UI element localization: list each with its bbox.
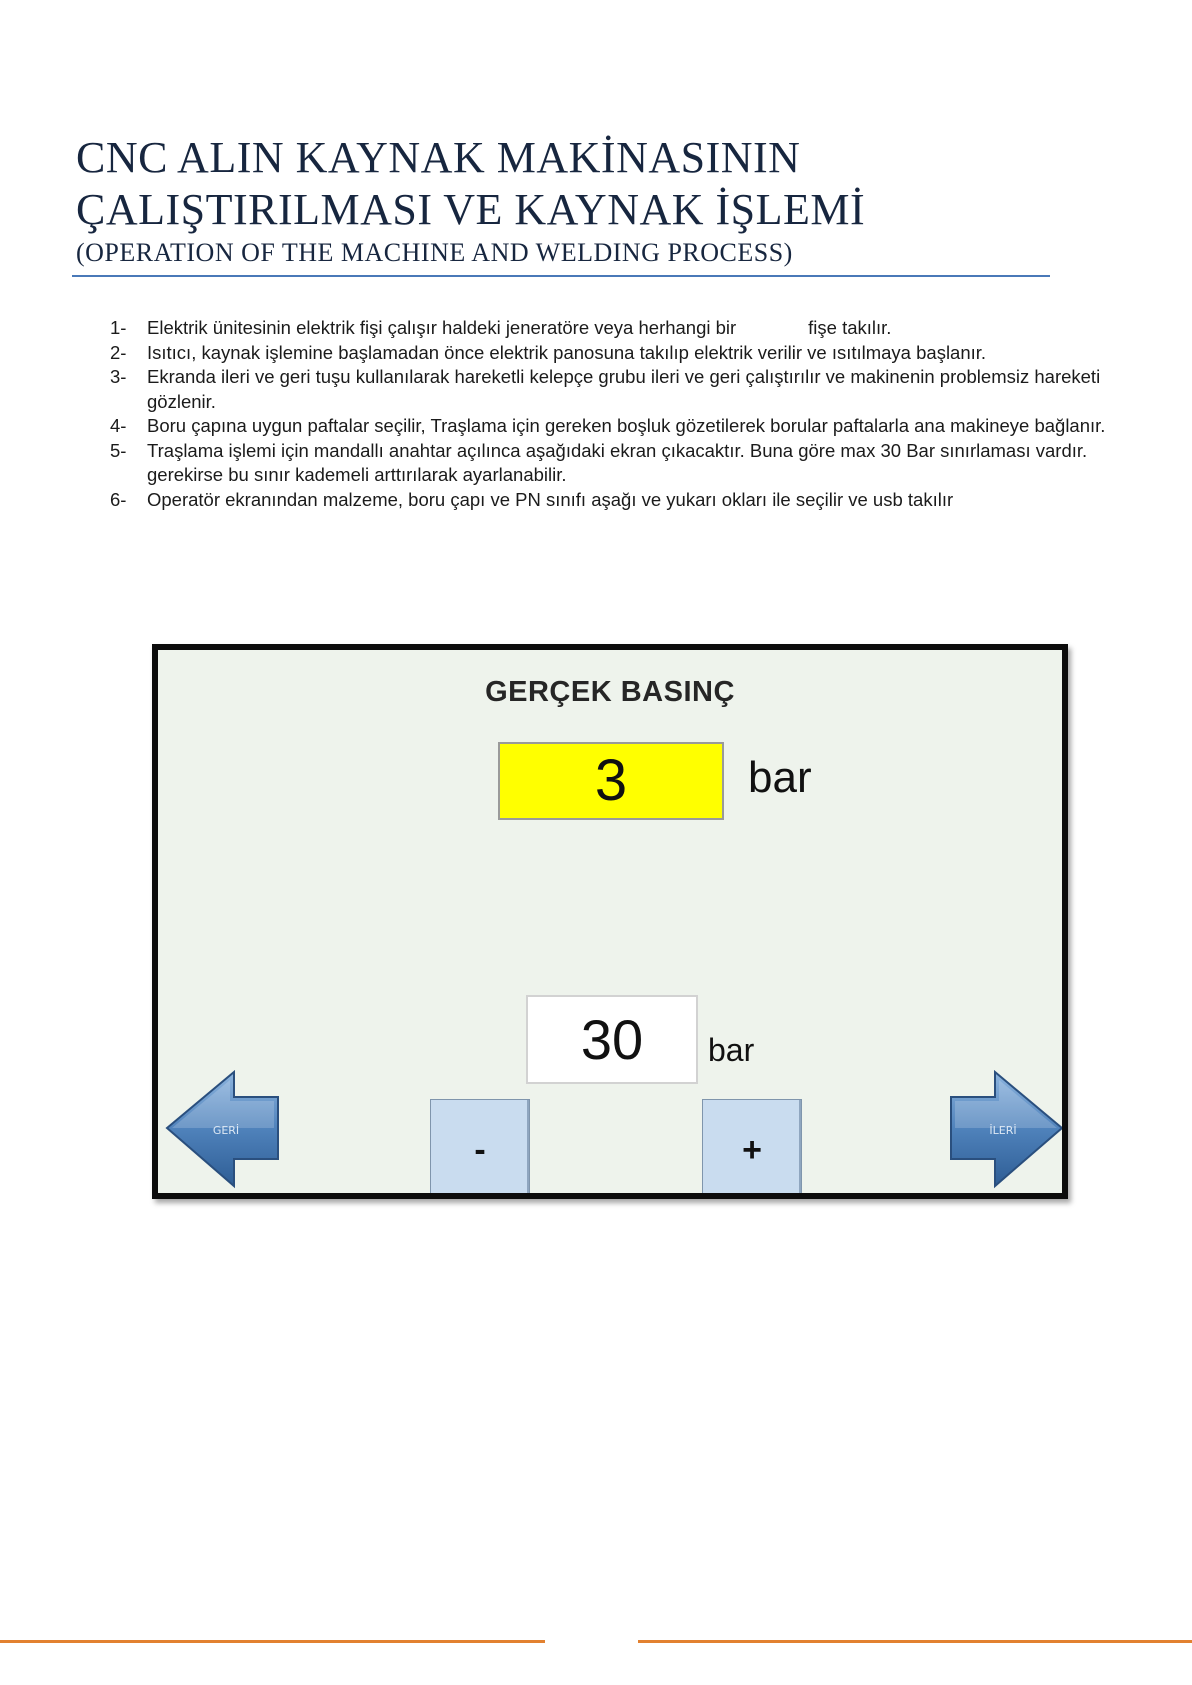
title-subtitle: (OPERATION OF THE MACHINE AND WELDING PROCESS) <box>76 238 793 267</box>
back-label: GERİ <box>212 1124 240 1137</box>
next-label: İLERİ <box>989 1124 1017 1137</box>
document-title <box>76 132 1056 270</box>
footer-rule-right <box>638 1640 1192 1643</box>
title-divider <box>72 275 1050 277</box>
step-number: 2- <box>110 341 127 363</box>
step-text: Elektrik ünitesinin elektrik fişi çalışır haldeki jeneratöre veya herhangi bir fişe takılır. <box>147 317 892 338</box>
step-text: Boru çapına uygun paftalar seçilir, Traşlama için gereken boşluk gözetilerek borular paftalarla ana makineye bağlanır. <box>147 415 1106 436</box>
step-text: Isıtıcı, kaynak işlemine başlamadan önce elektrik panosuna takılıp elektrik verilir ve ısıtılmaya başlanır. <box>147 341 987 363</box>
back-button[interactable] <box>164 1070 289 1190</box>
step-number: 1- <box>110 317 127 338</box>
increase-button[interactable]: + <box>702 1099 802 1199</box>
step-number: 5- <box>110 439 127 461</box>
decrease-button[interactable]: - <box>430 1099 530 1199</box>
next-button[interactable] <box>940 1070 1065 1190</box>
actual-pressure-display: 3 <box>498 742 724 820</box>
step-item <box>110 316 1110 341</box>
step-number: 6- <box>110 488 127 510</box>
arrow-left-icon <box>164 1070 289 1190</box>
pressure-limit-unit: bar <box>708 1032 755 1068</box>
step-item <box>110 414 1110 439</box>
step-text: Operatör ekranından malzeme, boru çapı ve PN sınıfı aşağı ve yukarı okları ile seçilir ve usb takılır <box>147 488 954 510</box>
hmi-screen <box>152 644 1068 1199</box>
step-text: Traşlama işlemi için mandallı anahtar açılınca aşağıdaki ekran çıkacaktır. Buna göre max 30 Bar sınırlaması vardır. gerekirse bu sınır kademeli arttırılarak ayarlanabilir. <box>147 439 1088 485</box>
arrow-right-icon <box>940 1070 1065 1190</box>
actual-pressure-unit: bar <box>748 753 812 802</box>
step-item <box>110 439 1110 488</box>
step-number: 3- <box>110 366 127 387</box>
footer-rule-left <box>0 1640 545 1643</box>
title-line-2: ÇALIŞTIRILMASI VE KAYNAK İŞLEMİ <box>76 185 866 234</box>
step-item <box>110 488 1110 513</box>
hmi-title: GERÇEK BASINÇ <box>485 676 735 708</box>
title-line-1: CNC ALIN KAYNAK MAKİNASININ <box>76 133 801 182</box>
step-item <box>110 341 1110 366</box>
step-item <box>110 365 1110 414</box>
procedure-steps <box>110 316 1110 512</box>
pressure-limit-field[interactable]: 30 <box>526 995 698 1084</box>
step-text: Ekranda ileri ve geri tuşu kullanılarak hareketli kelepçe grubu ileri ve geri çalıştırılır ve makinenin problemsiz hareketi gözlenir. <box>147 366 1101 412</box>
step-number: 4- <box>110 415 127 436</box>
